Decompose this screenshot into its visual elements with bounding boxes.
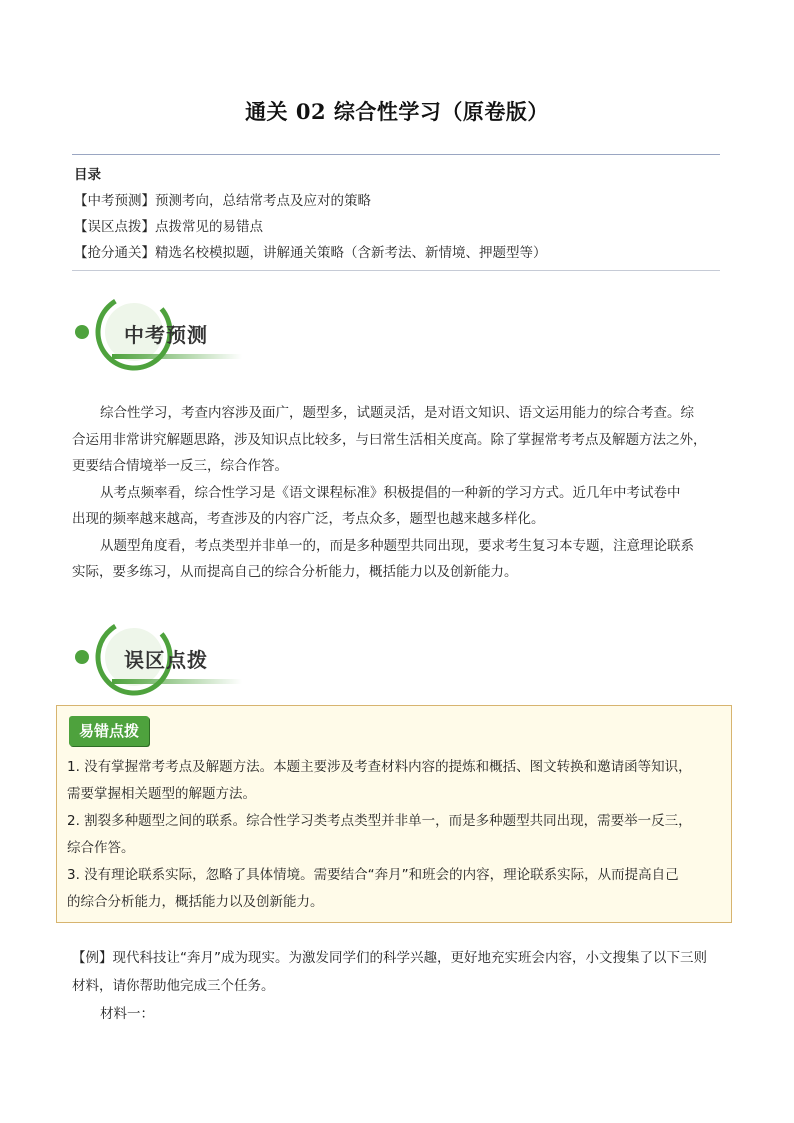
table-of-contents [74, 162, 724, 266]
tip-line: 3. 没有理论联系实际，忽略了具体情境。需要结合“奔月”和班会的内容，理论联系实际，从而提高自己 [67, 867, 679, 883]
example-block [72, 944, 732, 1028]
tip-line: 综合作答。 [67, 840, 135, 856]
tip-line: 1. 没有掌握常考考点及解题方法。本题主要涉及考查材料内容的提炼和概括、图文转换和邀请函等知识， [67, 759, 692, 775]
section-badge-pitfalls [72, 617, 252, 697]
section-title-pitfalls: 误区点拨 [124, 648, 208, 672]
example-line: 材料，请你帮助他完成三个任务。 [72, 978, 275, 994]
paragraph-line: 合运用非常讲究解题思路，涉及知识点比较多，与曰常生活相关度高。除了掌握常考考点及解题方法之外， [72, 431, 707, 448]
paragraph-line: 综合性学习，考查内容涉及面广，题型多，试题灵活，是对语文知识、语文运用能力的综合考查。综 [100, 405, 694, 421]
paragraph-line: 从考点频率看，综合性学习是《语文课程标准》积极提倡的一种新的学习方式。近几年中考试卷中 [100, 484, 681, 501]
tip-tag: 易错点拨 [69, 716, 149, 746]
paragraph-line: 更要结合情境举一反三，综合作答。 [72, 458, 288, 474]
toc-item-practice[interactable]: 【抢分通关】精选名校模拟题，讲解通关策略（含新考法、新情境、押题型等） [74, 245, 547, 261]
section-badge-forecast [72, 292, 252, 372]
tip-line: 需要掌握相关题型的解题方法。 [67, 786, 256, 802]
tip-line: 的综合分析能力，概括能力以及创新能力。 [67, 894, 324, 910]
toc-heading: 目录 [74, 167, 101, 183]
toc-item-pitfalls[interactable]: 【误区点拨】点拨常见的易错点 [74, 219, 263, 235]
section-title-forecast: 中考预测 [124, 323, 208, 347]
forecast-paragraphs [72, 400, 732, 586]
title-divider [72, 154, 720, 155]
example-line: 【例】现代科技让“奔月”成为现实。为激发同学们的科学兴趣，更好地充实班会内容，小文搜集了以下三则 [72, 950, 707, 966]
paragraph-line: 从题型角度看，考点类型并非单一的，而是多种题型共同出现，要求考生复习本专题，注意理论联系 [100, 537, 694, 554]
paragraph-line: 出现的频率越来越高，考查涉及的内容广泛，考点众多，题型也越来越多样化。 [72, 511, 545, 527]
toc-item-forecast[interactable]: 【中考预测】预测考向，总结常考点及应对的策略 [74, 193, 371, 209]
toc-divider [72, 270, 720, 271]
tip-box [56, 705, 732, 923]
material-label: 材料一： [100, 1006, 154, 1022]
page-title: 通关 02 综合性学习（原卷版） [245, 99, 549, 124]
tip-list [67, 754, 727, 916]
paragraph-line: 实际，要多练习，从而提高自己的综合分析能力，概括能力以及创新能力。 [72, 564, 518, 580]
tip-line: 2. 割裂多种题型之间的联系。综合性学习类考点类型并非单一，而是多种题型共同出现，需要举一反三， [67, 813, 692, 829]
